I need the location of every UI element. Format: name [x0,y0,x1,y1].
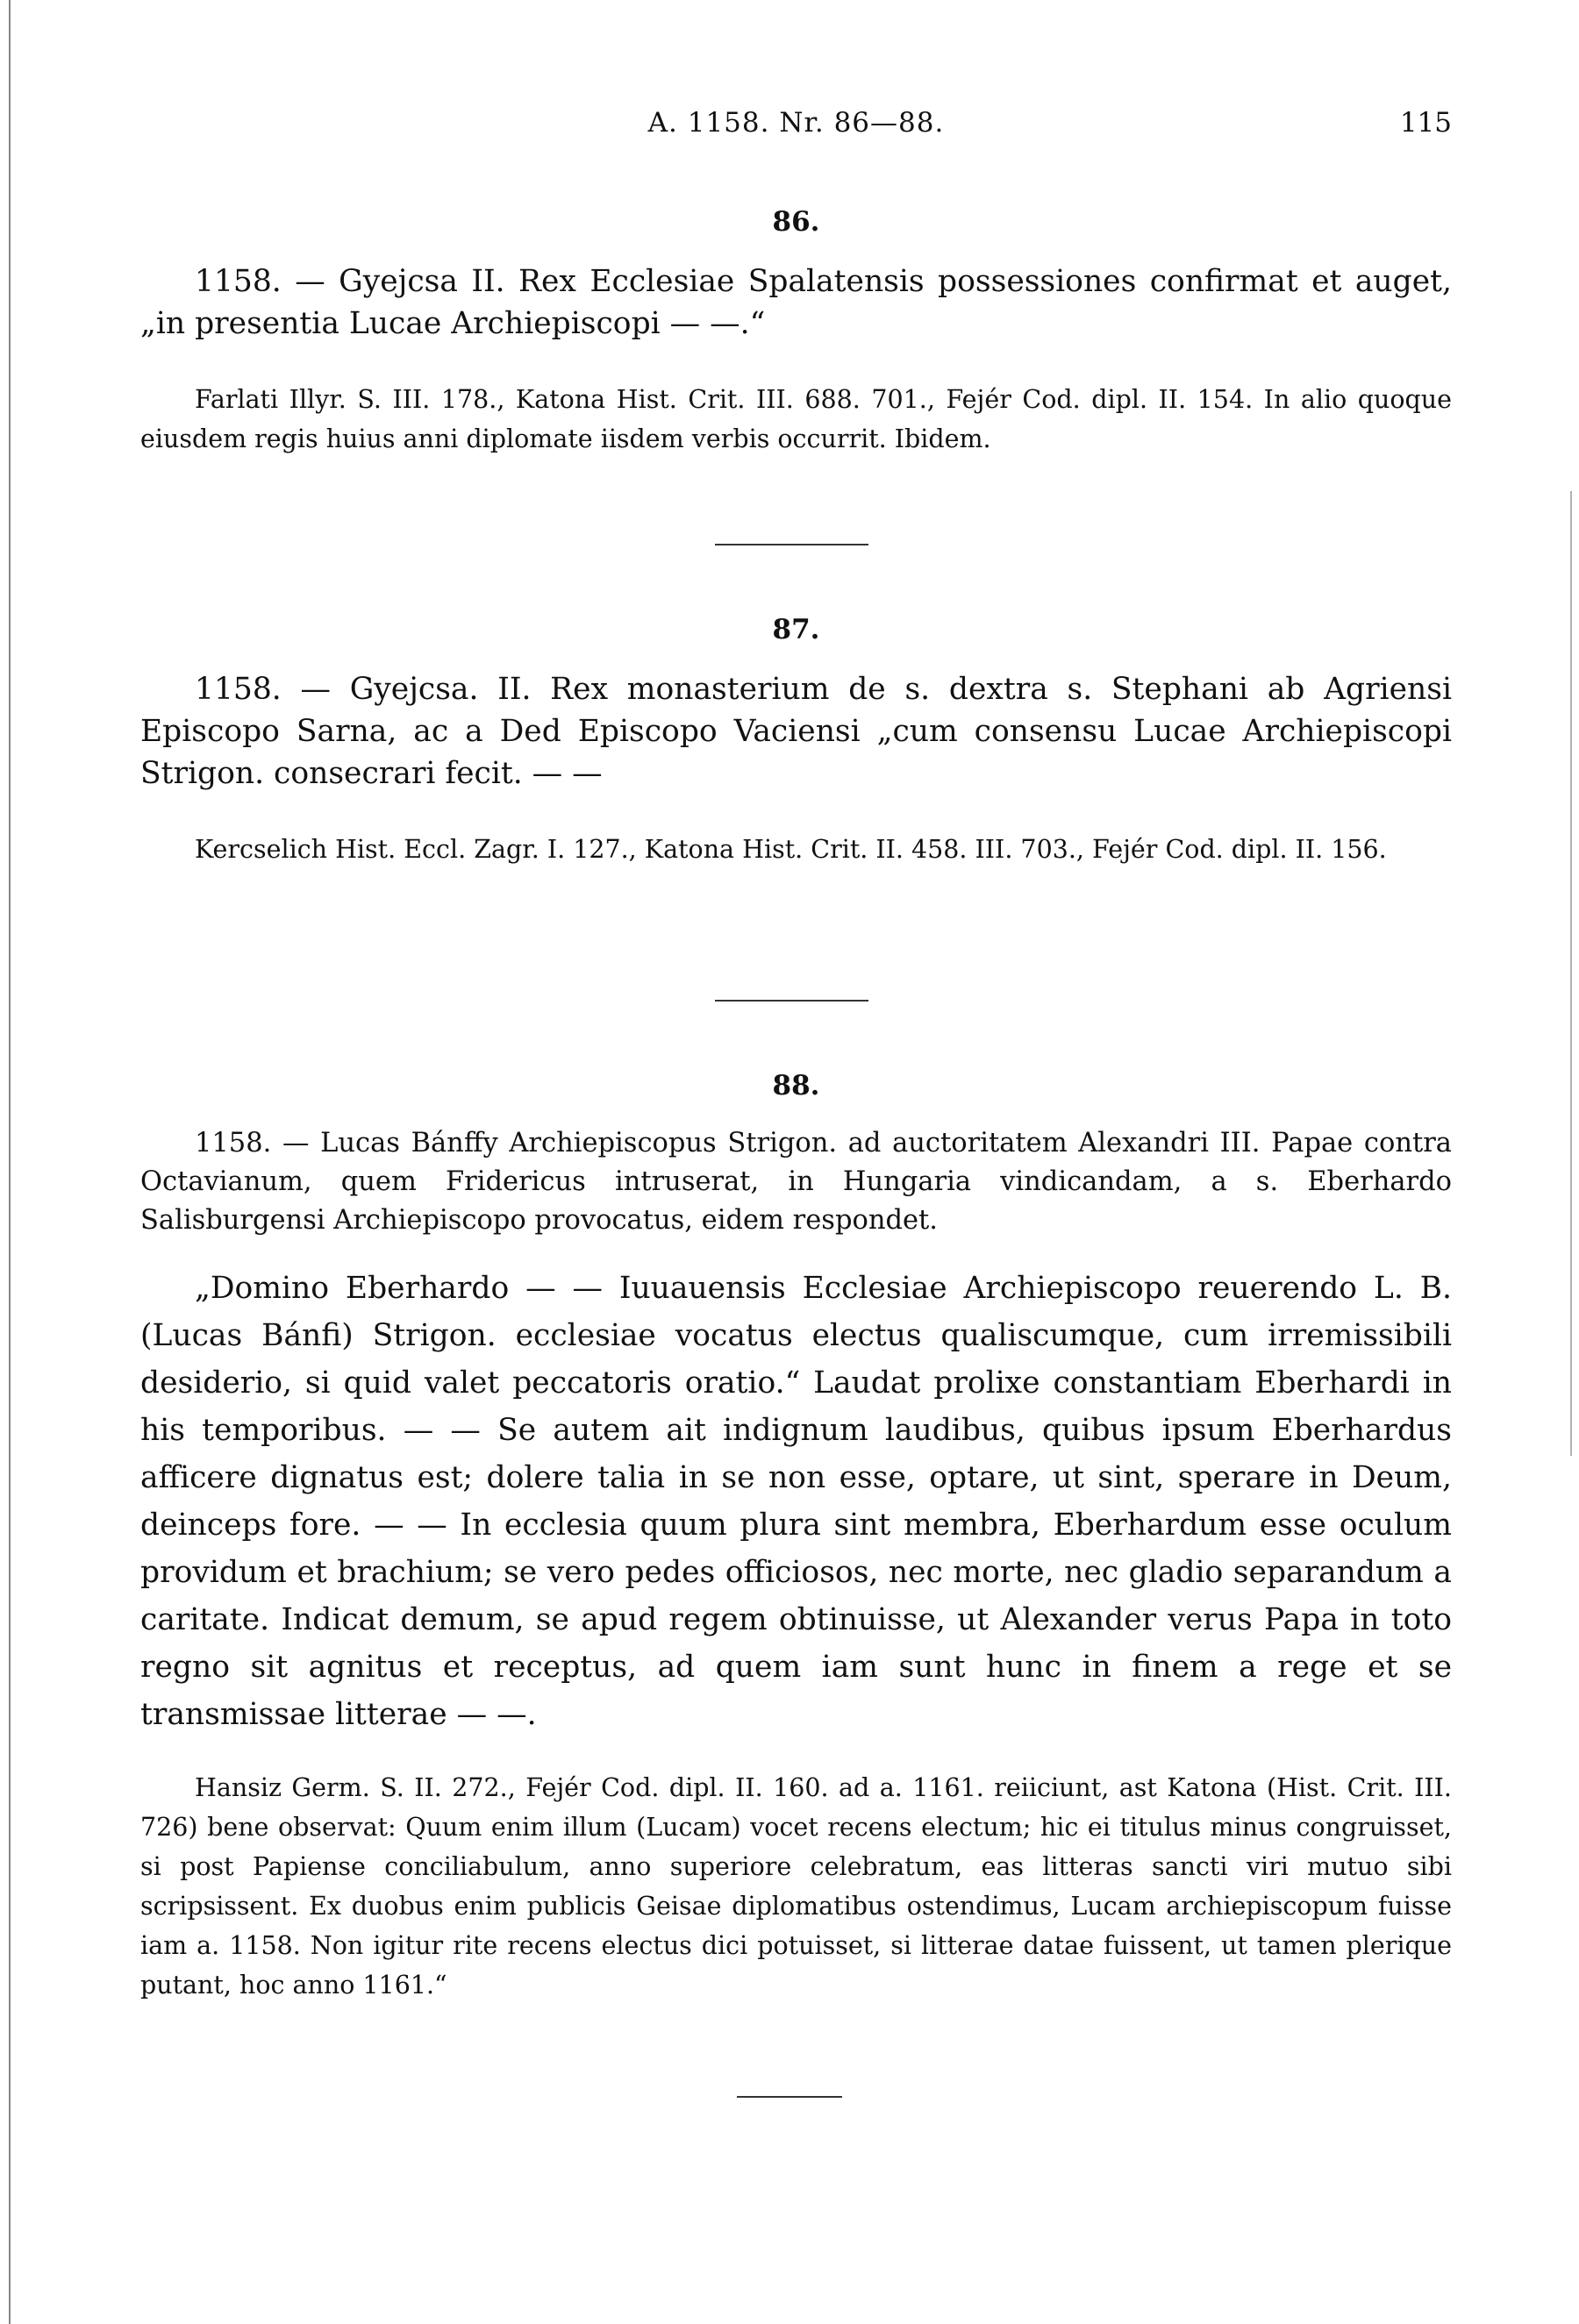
entry-88 [140,1070,1452,2005]
entry-87 [140,614,1452,869]
section-divider [715,1000,868,1002]
entry-86 [140,206,1452,459]
entry-citation: Farlati Illyr. S. III. 178., Katona Hist. Crit. III. 688. 701., Fejér Cod. dipl. II. 154. In alio quoque eiusdem regis huius anni diplomate iisdem verbis occurrit. Ibidem. [140,385,1452,453]
running-title: A. 1158. Nr. 86—88. [647,107,945,139]
entry-citation: Kercselich Hist. Eccl. Zagr. I. 127., Katona Hist. Crit. II. 458. III. 703., Fejér Cod. dipl. II. 156. [195,835,1387,864]
section-divider [715,544,868,545]
entry-number: 87. [772,614,820,645]
entry-number: 88. [772,1070,820,1101]
page-number: 115 [1399,107,1452,139]
page-header [140,107,1452,151]
letter-summary: „Domino Eberhardo — — Iuuauensis Ecclesiae Archiepiscopo reuerendo L. B. (Lucas Bánfi) Strigon. ecclesiae vocatus electus qualiscumque, cum irremissibili desiderio, si quid valet peccatoris oratio.“ Laudat prolixe constantiam Eberhardi in his temporibus. — — Se autem ait indignum laudibus, quibus ipsum Eberhardus afficere dignatus est; dolere talia in se non esse, optare, ut sint, sperare in Deum, deinceps fore. — — In ecclesia quum plura sint membra, Eberhardum esse oculum providum et brachium; se vero pedes officiosos, nec morte, nec gladio separandum a caritate. Indicat demum, se apud regem obtinuisse, ut Alexander verus Papa in toto regno sit agnitus et receptus, ad quem iam sunt hunc in finem a rege et se transmissae litterae — —. [140,1271,1452,1732]
end-divider [737,2096,842,2098]
entry-citation: Hansiz Germ. S. II. 272., Fejér Cod. dipl. II. 160. ad a. 1161. reiiciunt, ast Katona (Hist. Crit. III. 726) bene observat: Quum enim illum (Lucam) vocet recens electum; hic ei titulus minus congruisset, si post Papiense conciliabulum, anno superiore celebratum, eas litteras sancti viri mutuo sibi scripsissent. Ex duobus enim publicis Geisae diplomatibus ostendimus, Lucam archiepiscopum fuisse iam a. 1158. Non igitur rite recens electus dici potuisset, si litterae datae fuissent, ut tamen plerique putant, hoc anno 1161.“ [140,1773,1452,2000]
scan-right-edge [1570,491,1572,1456]
scan-left-edge [9,0,11,2324]
entry-regest: 1158. — Lucas Bánffy Archiepiscopus Strigon. ad auctoritatem Alexandri III. Papae contra Octavianum, quem Fridericus intruserat, in Hungaria vindicandam, a s. Eberhardo Salisburgensi Archiepiscopo provocatus, eidem respondet. [140,1128,1452,1236]
entry-regest: 1158. — Gyejcsa II. Rex Ecclesiae Spalatensis possessiones confirmat et auget, „in presentia Lucae Archiepiscopi — —.“ [140,264,1452,341]
entry-regest: 1158. — Gyejcsa. II. Rex monasterium de s. dextra s. Stephani ab Agriensi Episcopo Sarna, ac a Ded Episcopo Vaciensi „cum consensu Lucae Archiepiscopi Strigon. consecrari fecit. — — [140,672,1452,791]
entry-number: 86. [772,206,820,238]
